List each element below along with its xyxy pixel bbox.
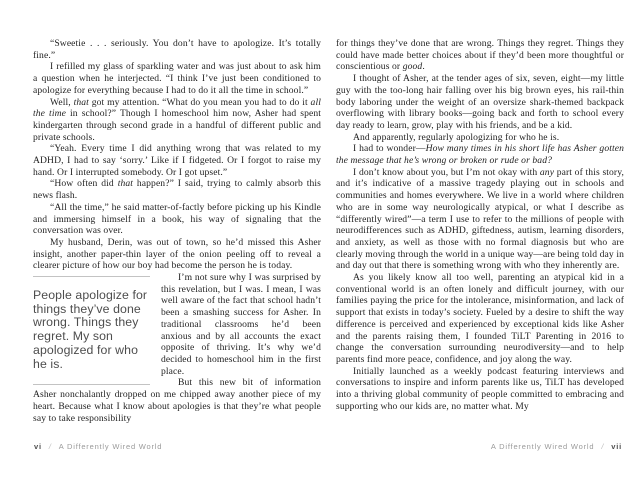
paragraph: I had to wonder—How many times in his short life has Asher gotten the message that he’s wrong or broken or rude or bad? (336, 143, 625, 167)
left-page (33, 38, 321, 424)
footer-separator: / (601, 442, 605, 451)
paragraph: “All the time,” he said matter-of-factly before picking up his Kindle and immersing himself in a book, his way of signaling that the conversation was over. (33, 201, 321, 237)
pullquote (33, 276, 150, 385)
paragraph: I refilled my glass of sparkling water and was just about to ask him a question when he interjected. “I think I’ve just been conditioned to apologize for everything because I had to do it all the time in school.” (33, 61, 321, 96)
left-page-number: vi (34, 442, 42, 451)
right-page-text (336, 38, 624, 413)
paragraph: As you likely know all too well, parenting an atypical kid in a conventional world is an often lonely and difficult journey, with our families paying the price for the intolerance, misinformation, and lack of support that exists in today’s society. Fueled by a desire to shift the way difference is perceived and experienced by exceptional kids like Asher and the parents raising them, I founded TiLT Parenting in 2016 to change the conversation surrounding neurodiversity—and to help parents find more peace, confidence, and joy along the way. (336, 272, 624, 365)
paragraph: And apparently, regularly apologizing for who he is. (353, 131, 560, 143)
left-page-text (33, 38, 321, 424)
paragraph: I don’t know about you, but I’m not okay with any part of this story, and it’s indicative of a massive tragedy playing out in schools and communities and homes everywhere. We live in a world where children who are in some way neurologically atypical, or what I describe as “differently wired”—a term I use to refer to the millions of people with neurodifferences such as ADHD, giftedness, autism, learning disorders, and anxiety, as well as those with no formal diagnosis but who are clearly moving through the world in a unique way—are being told day in and day out that there is something wrong with who they inherently are. (336, 166, 625, 272)
left-page-footer (34, 442, 162, 451)
right-page-paragraphs (336, 38, 624, 413)
paragraph: Well, that got my attention. “What do you mean you had to do it all the time in school?” Though I homeschool him now, Asher had spent kindergarten through second grade in a handful of different public and private schools. (33, 96, 321, 143)
paragraph: “Yeah. Every time I did anything wrong that was related to my ADHD, I had to say ‘sorry.’ Like if I fidgeted. Or I forgot to raise my hand. Or I interrupted somebody. Or I got upset.” (33, 143, 321, 178)
footer-separator: / (48, 442, 52, 451)
right-page-footer (491, 442, 622, 451)
paragraph: But this new bit of information Asher nonchalantly dropped on me chipped away another piece of my heart. Because what I know about apologies is that they’re what people say to take responsibility (33, 377, 321, 424)
running-title: A Differently Wired World (58, 442, 163, 451)
left-page-paragraphs (33, 38, 321, 272)
pullquote-text: People apologize for things they’ve done wrong. Things they regret. My son apologized for who he is. (33, 288, 148, 371)
paragraph: for things they’ve done that are wrong. Things they regret. Things they could have made better choices about if they’d been more thoughtful or conscientious or good. (336, 38, 624, 73)
paragraph: Initially launched as a weekly podcast featuring interviews and conversations to inspire and inform parents like us, TiLT has developed into a thriving global community of people committed to embracing and supporting who our kids are, no matter what. My (336, 365, 624, 412)
paragraph: My husband, Derin, was out of town, so he’d missed this Asher insight, another paper-thin layer of the onion peeling off to reveal a clearer picture of how our boy had become the person he is today. (33, 236, 321, 272)
paragraph: “Sweetie . . . seriously. You don’t have to apologize. It’s totally fine.” (33, 38, 321, 61)
right-page (336, 38, 624, 413)
paragraph: “How often did that happen?” I said, trying to calmly absorb this news flash. (33, 178, 321, 202)
running-title: A Differently Wired World (490, 442, 595, 451)
paragraph: I’m not sure why I was surprised by this revelation, but I was. I mean, I was well aware of the fact that school hadn’t been a smashing success for Asher. In traditional classrooms he’d been anxious and by all accounts the exact opposite of thriving. It’s why we’d decided to homeschool him in the first place. (161, 272, 321, 377)
paragraph: I thought of Asher, at the tender ages of six, seven, eight—my little guy with the too-long hair falling over his big brown eyes, his rail-thin body laboring under the weight of an oversize shark-themed backpack overflowing with library books—going back and forth to school every day ready to learn, grow, play with his friends, and be a kid. (336, 73, 624, 131)
left-page-pullquote-section (33, 272, 321, 424)
right-page-number: vii (611, 442, 622, 451)
